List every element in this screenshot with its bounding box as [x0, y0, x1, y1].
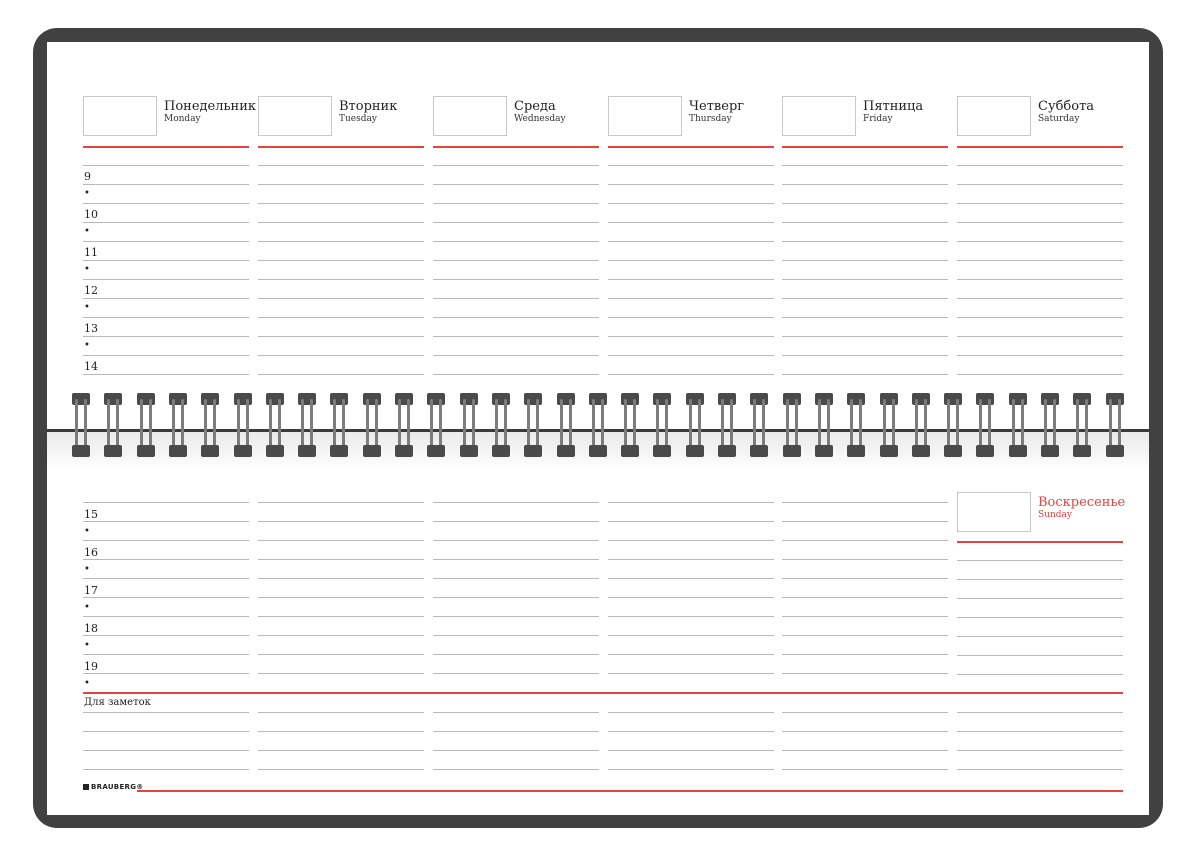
writing-line[interactable]	[608, 317, 774, 318]
notes-line[interactable]	[782, 769, 948, 770]
writing-line[interactable]	[957, 260, 1123, 261]
binding-ring	[912, 393, 930, 463]
writing-line[interactable]	[433, 336, 599, 337]
writing-line[interactable]	[608, 241, 774, 242]
day-name-en-4: Friday	[863, 114, 893, 124]
writing-line[interactable]	[83, 559, 249, 560]
binding-ring	[783, 393, 801, 463]
binding-ring	[1106, 393, 1124, 463]
day-name-2: Среда	[514, 99, 556, 114]
binding-ring	[653, 393, 671, 463]
day-header-underline	[83, 146, 249, 148]
brand-mark-icon	[83, 784, 89, 790]
writing-line[interactable]	[782, 654, 948, 655]
day-header-underline	[782, 146, 948, 148]
binding-ring	[104, 393, 122, 463]
notes-line[interactable]	[782, 750, 948, 751]
date-box[interactable]	[83, 96, 157, 136]
writing-line[interactable]	[608, 521, 774, 522]
hour-label: 10	[84, 208, 98, 221]
writing-line[interactable]	[258, 521, 424, 522]
writing-line[interactable]	[83, 260, 249, 261]
writing-line[interactable]	[83, 673, 249, 674]
notes-line[interactable]	[433, 712, 599, 713]
writing-line[interactable]	[433, 616, 599, 617]
half-hour-bullet: •	[84, 526, 90, 537]
writing-line[interactable]	[83, 597, 249, 598]
writing-line[interactable]	[258, 298, 424, 299]
half-hour-bullet: •	[84, 564, 90, 575]
notes-line[interactable]	[608, 769, 774, 770]
binding-ring	[686, 393, 704, 463]
writing-line[interactable]	[83, 222, 249, 223]
notes-line[interactable]	[608, 712, 774, 713]
writing-line[interactable]	[83, 540, 249, 541]
writing-line[interactable]	[608, 165, 774, 166]
writing-line[interactable]	[83, 374, 249, 375]
binding-ring	[847, 393, 865, 463]
writing-line[interactable]	[782, 374, 948, 375]
writing-line[interactable]	[608, 502, 774, 503]
writing-line[interactable]	[258, 317, 424, 318]
writing-line[interactable]	[83, 521, 249, 522]
writing-line[interactable]	[957, 317, 1123, 318]
writing-line[interactable]	[433, 635, 599, 636]
writing-line[interactable]	[608, 654, 774, 655]
notes-line[interactable]	[608, 731, 774, 732]
notes-line[interactable]	[433, 731, 599, 732]
binding-ring	[976, 393, 994, 463]
writing-line[interactable]	[258, 578, 424, 579]
writing-line[interactable]	[957, 636, 1123, 637]
writing-line[interactable]	[782, 355, 948, 356]
writing-line[interactable]	[957, 655, 1123, 656]
writing-line[interactable]	[782, 673, 948, 674]
day-name-3: Четверг	[689, 99, 745, 114]
half-hour-bullet: •	[84, 226, 90, 237]
writing-line[interactable]	[782, 616, 948, 617]
writing-line[interactable]	[608, 260, 774, 261]
binding-ring	[524, 393, 542, 463]
writing-line[interactable]	[608, 616, 774, 617]
notes-line[interactable]	[608, 750, 774, 751]
writing-line[interactable]	[957, 617, 1123, 618]
date-box[interactable]	[957, 96, 1031, 136]
writing-line[interactable]	[782, 260, 948, 261]
writing-line[interactable]	[957, 241, 1123, 242]
notes-line[interactable]	[258, 750, 424, 751]
writing-line[interactable]	[258, 279, 424, 280]
writing-line[interactable]	[608, 578, 774, 579]
writing-line[interactable]	[258, 336, 424, 337]
binding-ring	[169, 393, 187, 463]
writing-line[interactable]	[258, 502, 424, 503]
bottom-page	[47, 431, 1149, 815]
half-hour-bullet: •	[84, 264, 90, 275]
day-name-en-1: Tuesday	[339, 114, 377, 124]
writing-line[interactable]	[608, 374, 774, 375]
writing-line[interactable]	[258, 355, 424, 356]
writing-line[interactable]	[433, 559, 599, 560]
writing-line[interactable]	[957, 298, 1123, 299]
hour-label: 11	[84, 246, 98, 259]
half-hour-bullet: •	[84, 340, 90, 351]
writing-line[interactable]	[608, 279, 774, 280]
writing-line[interactable]	[83, 317, 249, 318]
writing-line[interactable]	[957, 674, 1123, 675]
notes-line[interactable]	[433, 750, 599, 751]
binding-ring	[750, 393, 768, 463]
day-header-underline	[608, 146, 774, 148]
date-box[interactable]	[608, 96, 682, 136]
writing-line[interactable]	[782, 184, 948, 185]
writing-line[interactable]	[957, 203, 1123, 204]
writing-line[interactable]	[782, 279, 948, 280]
binding-ring	[944, 393, 962, 463]
notes-label: Для заметок	[84, 697, 151, 708]
writing-line[interactable]	[957, 598, 1123, 599]
binding-ring	[266, 393, 284, 463]
binding-ring	[363, 393, 381, 463]
notes-line[interactable]	[83, 731, 249, 732]
writing-line[interactable]	[258, 559, 424, 560]
binding-ring	[815, 393, 833, 463]
binding-ring	[1041, 393, 1059, 463]
notes-line[interactable]	[433, 769, 599, 770]
binding-ring	[621, 393, 639, 463]
writing-line[interactable]	[433, 222, 599, 223]
hour-label: 14	[84, 360, 98, 373]
half-hour-bullet: •	[84, 678, 90, 689]
writing-line[interactable]	[258, 616, 424, 617]
writing-line[interactable]	[782, 203, 948, 204]
writing-line[interactable]	[608, 203, 774, 204]
writing-line[interactable]	[433, 241, 599, 242]
notes-line[interactable]	[957, 769, 1123, 770]
writing-line[interactable]	[258, 597, 424, 598]
writing-line[interactable]	[433, 298, 599, 299]
writing-line[interactable]	[258, 241, 424, 242]
hour-label: 18	[84, 622, 98, 635]
writing-line[interactable]	[83, 578, 249, 579]
writing-line[interactable]	[83, 654, 249, 655]
date-box[interactable]	[258, 96, 332, 136]
hour-label: 15	[84, 508, 98, 521]
half-hour-bullet: •	[84, 602, 90, 613]
hour-label: 12	[84, 284, 98, 297]
day-header-underline	[957, 146, 1123, 148]
writing-line[interactable]	[433, 521, 599, 522]
writing-line[interactable]	[957, 165, 1123, 166]
day-name-5: Суббота	[1038, 99, 1095, 114]
writing-line[interactable]	[957, 336, 1123, 337]
writing-line[interactable]	[957, 374, 1123, 375]
writing-line[interactable]	[258, 222, 424, 223]
notes-line[interactable]	[83, 750, 249, 751]
day-name-en-0: Monday	[164, 114, 201, 124]
writing-line[interactable]	[258, 540, 424, 541]
date-box-sunday[interactable]	[957, 492, 1031, 532]
notes-line[interactable]	[957, 750, 1123, 751]
writing-line[interactable]	[957, 355, 1123, 356]
writing-line[interactable]	[433, 184, 599, 185]
writing-line[interactable]	[782, 336, 948, 337]
hour-label: 9	[84, 170, 91, 183]
writing-line[interactable]	[433, 654, 599, 655]
writing-line[interactable]	[957, 279, 1123, 280]
notes-line[interactable]	[83, 769, 249, 770]
notes-line[interactable]	[258, 769, 424, 770]
writing-line[interactable]	[957, 222, 1123, 223]
writing-line[interactable]	[258, 374, 424, 375]
writing-line[interactable]	[258, 260, 424, 261]
brand-name: BRAUBERG	[91, 783, 137, 791]
writing-line[interactable]	[782, 597, 948, 598]
writing-line[interactable]	[433, 540, 599, 541]
binding-ring	[718, 393, 736, 463]
writing-line[interactable]	[957, 579, 1123, 580]
writing-line[interactable]	[782, 559, 948, 560]
day-name-en-3: Thursday	[689, 114, 732, 124]
footer-line	[137, 790, 1123, 792]
binding-ring	[137, 393, 155, 463]
writing-line[interactable]	[258, 165, 424, 166]
notes-line[interactable]	[782, 731, 948, 732]
writing-line[interactable]	[83, 616, 249, 617]
writing-line[interactable]	[782, 578, 948, 579]
day-name-en-2: Wednesday	[514, 114, 566, 124]
writing-line[interactable]	[782, 540, 948, 541]
writing-line[interactable]	[782, 298, 948, 299]
half-hour-bullet: •	[84, 188, 90, 199]
writing-line[interactable]	[433, 165, 599, 166]
writing-line[interactable]	[83, 279, 249, 280]
writing-line[interactable]	[83, 355, 249, 356]
writing-line[interactable]	[258, 184, 424, 185]
notes-line[interactable]	[258, 712, 424, 713]
writing-line[interactable]	[782, 222, 948, 223]
hour-label: 13	[84, 322, 98, 335]
writing-line[interactable]	[83, 184, 249, 185]
binding-ring	[201, 393, 219, 463]
binding-ring	[492, 393, 510, 463]
writing-line[interactable]	[433, 260, 599, 261]
writing-line[interactable]	[957, 184, 1123, 185]
writing-line[interactable]	[782, 502, 948, 503]
notes-line[interactable]	[957, 731, 1123, 732]
binding-ring	[880, 393, 898, 463]
day-name-0: Понедельник	[164, 99, 257, 114]
writing-line[interactable]	[258, 203, 424, 204]
writing-line[interactable]	[433, 673, 599, 674]
binding-ring	[330, 393, 348, 463]
writing-line[interactable]	[433, 279, 599, 280]
half-hour-bullet: •	[84, 302, 90, 313]
writing-line[interactable]	[83, 298, 249, 299]
writing-line[interactable]	[433, 374, 599, 375]
writing-line[interactable]	[433, 502, 599, 503]
writing-line[interactable]	[258, 635, 424, 636]
binding-ring	[460, 393, 478, 463]
date-box[interactable]	[782, 96, 856, 136]
writing-line[interactable]	[608, 673, 774, 674]
brand-registered: ®	[136, 783, 144, 791]
writing-line[interactable]	[608, 298, 774, 299]
day-name-1: Вторник	[339, 99, 398, 114]
writing-line[interactable]	[782, 521, 948, 522]
date-box[interactable]	[433, 96, 507, 136]
writing-line[interactable]	[433, 203, 599, 204]
writing-line[interactable]	[608, 184, 774, 185]
writing-line[interactable]	[433, 355, 599, 356]
writing-line[interactable]	[957, 560, 1123, 561]
writing-line[interactable]	[258, 654, 424, 655]
writing-line[interactable]	[608, 222, 774, 223]
binding-ring	[1073, 393, 1091, 463]
writing-line[interactable]	[83, 336, 249, 337]
writing-line[interactable]	[608, 597, 774, 598]
writing-line[interactable]	[608, 540, 774, 541]
writing-line[interactable]	[608, 635, 774, 636]
sunday-underline	[957, 541, 1123, 543]
writing-line[interactable]	[83, 635, 249, 636]
writing-line[interactable]	[433, 597, 599, 598]
day-header-underline	[258, 146, 424, 148]
binding-ring	[72, 393, 90, 463]
binding-ring	[557, 393, 575, 463]
notes-line[interactable]	[83, 712, 249, 713]
binding-ring	[1009, 393, 1027, 463]
hour-label: 19	[84, 660, 98, 673]
writing-line[interactable]	[83, 165, 249, 166]
binding-ring	[589, 393, 607, 463]
notes-divider	[83, 692, 1123, 694]
binding-ring	[298, 393, 316, 463]
day-name-en-5: Saturday	[1038, 114, 1080, 124]
half-hour-bullet: •	[84, 640, 90, 651]
writing-line[interactable]	[258, 673, 424, 674]
writing-line[interactable]	[782, 635, 948, 636]
day-name-4: Пятница	[863, 99, 924, 114]
writing-line[interactable]	[782, 165, 948, 166]
writing-line[interactable]	[433, 317, 599, 318]
hour-label: 16	[84, 546, 98, 559]
notes-line[interactable]	[782, 712, 948, 713]
writing-line[interactable]	[433, 578, 599, 579]
writing-line[interactable]	[83, 203, 249, 204]
writing-line[interactable]	[608, 559, 774, 560]
notes-line[interactable]	[957, 712, 1123, 713]
binding-ring	[427, 393, 445, 463]
writing-line[interactable]	[782, 241, 948, 242]
day-name-sunday: Воскресенье	[1038, 495, 1126, 510]
writing-line[interactable]	[608, 355, 774, 356]
day-header-underline	[433, 146, 599, 148]
notes-line[interactable]	[258, 731, 424, 732]
brand-logo	[83, 783, 144, 791]
binding-ring	[395, 393, 413, 463]
writing-line[interactable]	[608, 336, 774, 337]
day-name-en-sunday: Sunday	[1038, 510, 1072, 520]
writing-line[interactable]	[782, 317, 948, 318]
hour-label: 17	[84, 584, 98, 597]
binding-ring	[234, 393, 252, 463]
writing-line[interactable]	[83, 241, 249, 242]
writing-line[interactable]	[83, 502, 249, 503]
